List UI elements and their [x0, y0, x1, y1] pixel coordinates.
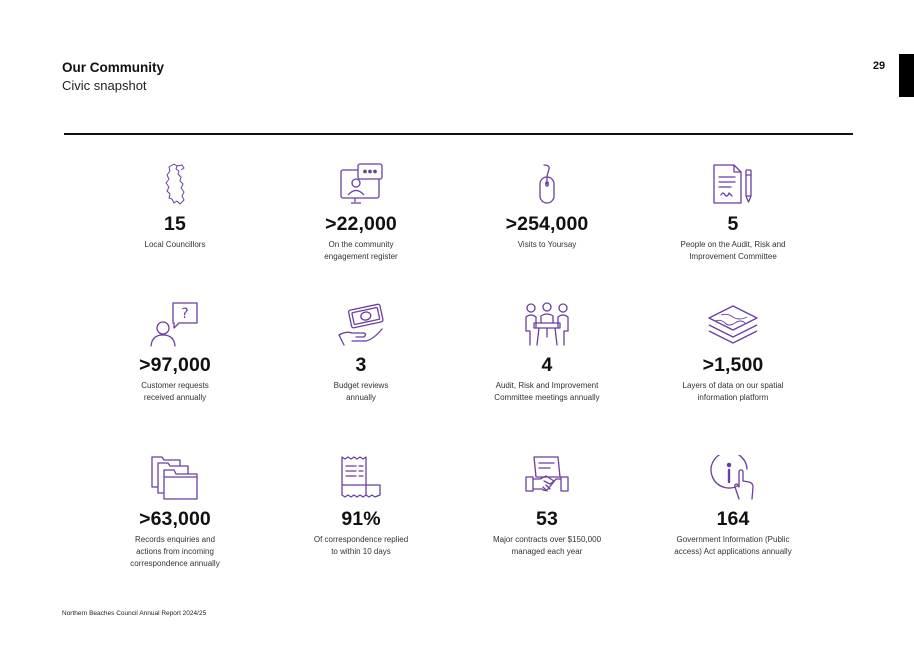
stat-budget-reviews [266, 301, 456, 404]
stat-value: 164 [716, 508, 750, 530]
page-title: Our Community [62, 60, 165, 75]
stat-committee-people [638, 160, 828, 263]
stat-value: 15 [164, 213, 186, 235]
header-divider [64, 133, 853, 135]
stat-label: Visits to Yoursay [517, 240, 577, 249]
stat-yoursay-visits [452, 160, 642, 251]
stat-committee-meetings [452, 301, 642, 404]
stat-customer-requests [80, 301, 270, 404]
computer-chat-icon [266, 160, 456, 206]
stat-value: >1,500 [702, 354, 764, 376]
stat-value: 91% [341, 508, 381, 530]
layers-icon [638, 301, 828, 347]
stat-label: People on the Audit, Risk and Improvement Committee [680, 240, 786, 261]
stat-spatial-layers [638, 301, 828, 404]
stat-value: 5 [727, 213, 739, 235]
stat-label: Government Information (Public access) Act applications annually [674, 535, 792, 556]
stat-correspondence-replied [266, 455, 456, 558]
svg-text:?: ? [181, 306, 189, 322]
receipt-icon [266, 455, 456, 501]
handshake-contract-icon [452, 455, 642, 501]
page-subtitle: Civic snapshot [62, 78, 147, 93]
stat-label: Local Councillors [144, 240, 206, 249]
footer-report-title: Northern Beaches Council Annual Report 2024/25 [62, 610, 207, 617]
stat-records-enquiries [80, 455, 270, 570]
stat-label: Layers of data on our spatial information platform [682, 381, 784, 402]
stat-label: Budget reviews annually [333, 381, 389, 402]
stat-engagement-register [266, 160, 456, 263]
person-question-icon [80, 301, 270, 347]
stat-major-contracts [452, 455, 642, 558]
stat-label: Audit, Risk and Improvement Committee meetings annually [494, 381, 600, 402]
page-number: 29 [872, 60, 886, 72]
stat-label: Major contracts over $150,000 managed each year [492, 535, 602, 556]
page-tab-marker [899, 54, 914, 97]
folders-icon [80, 455, 270, 501]
stat-value: 4 [541, 354, 553, 376]
stat-value: >254,000 [505, 213, 589, 235]
stat-gipa-applications [638, 455, 828, 558]
computer-mouse-icon [452, 160, 642, 206]
stat-label: Records enquiries and actions from incoming correspondence annually [130, 535, 220, 568]
stat-label: On the community engagement register [324, 240, 398, 261]
stat-local-councillors [80, 160, 270, 251]
stat-label: Of correspondence replied to within 10 days [313, 535, 409, 556]
stat-value: 53 [536, 508, 558, 530]
hand-money-icon [266, 301, 456, 347]
info-touch-icon [638, 455, 828, 501]
stat-value: 3 [355, 354, 367, 376]
stat-value: >63,000 [139, 508, 211, 530]
map-outline-icon [80, 160, 270, 206]
stat-label: Customer requests received annually [141, 381, 209, 402]
stat-value: >22,000 [325, 213, 397, 235]
stat-value: >97,000 [139, 354, 211, 376]
meeting-table-icon [452, 301, 642, 347]
document-pen-icon [638, 160, 828, 206]
